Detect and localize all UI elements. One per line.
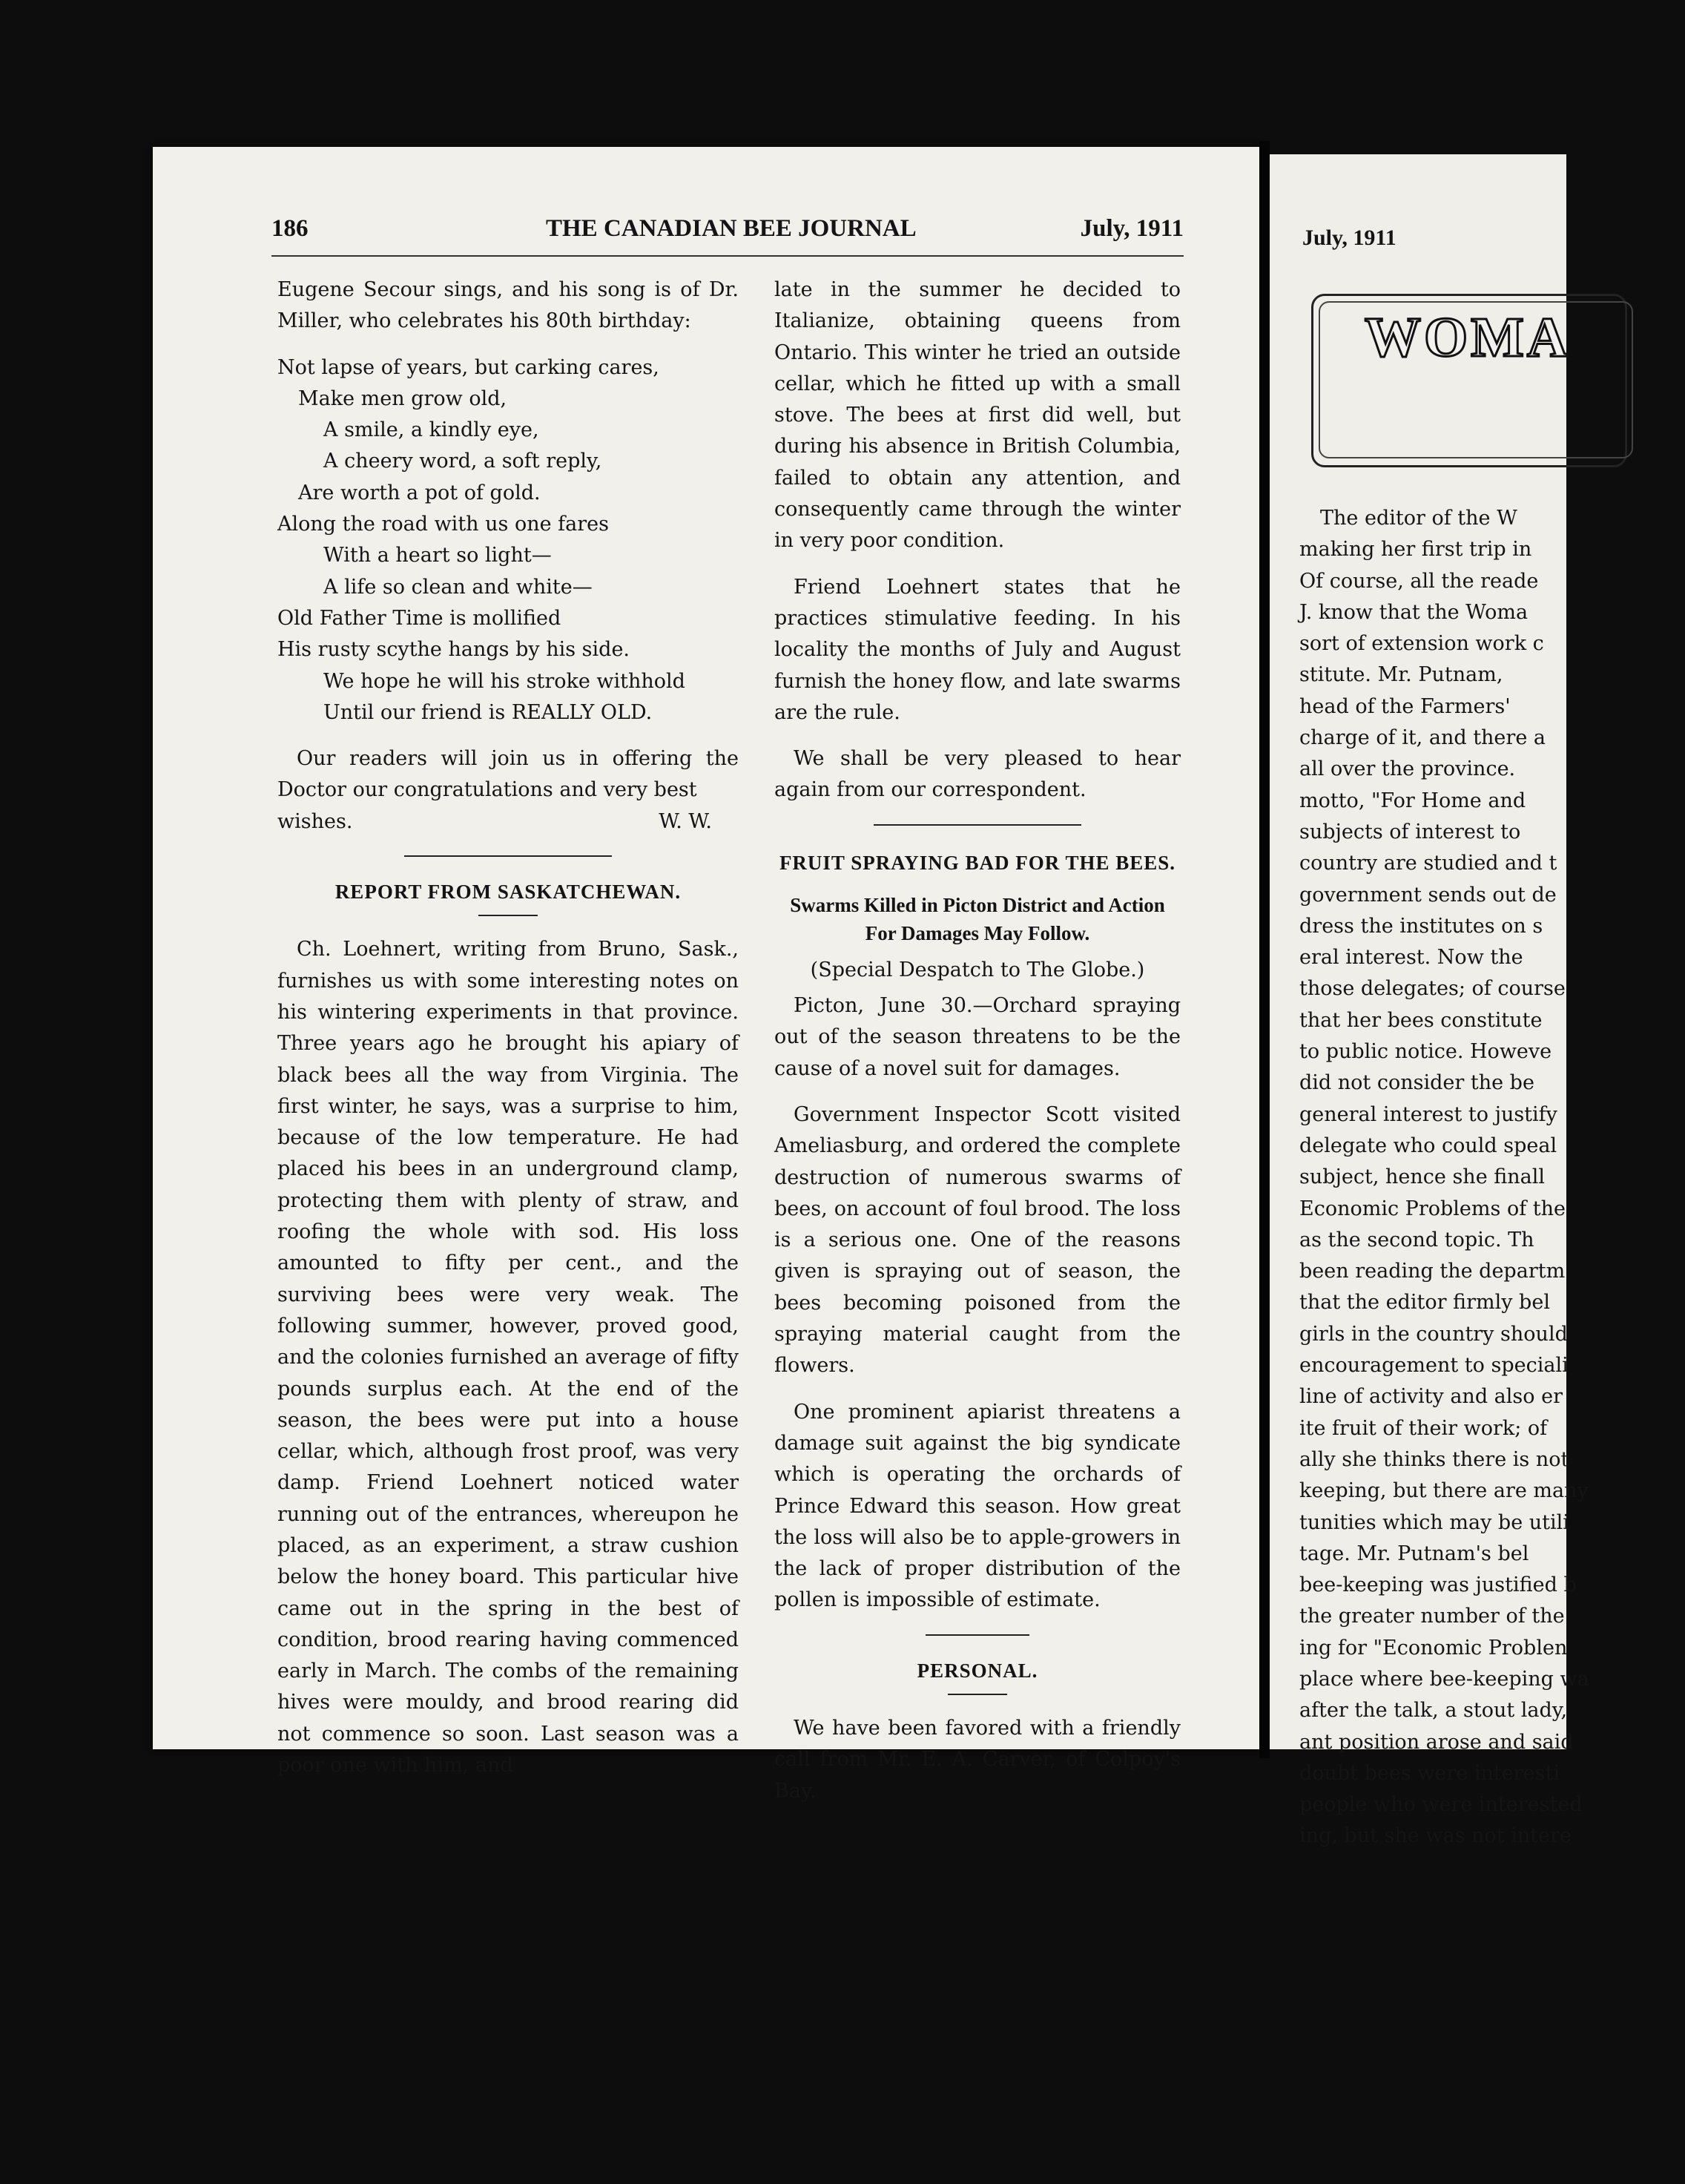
report-heading: REPORT FROM SASKATCHEWAN. [334, 881, 682, 904]
poem-line: Along the road with us one fares [277, 513, 610, 536]
facing-line: subjects of interest to [1299, 820, 1521, 843]
facing-line: The editor of the W [1320, 507, 1517, 530]
section-separator [404, 855, 612, 857]
facing-line: country are studied and t [1299, 852, 1557, 875]
facing-line: tage. Mr. Putnam's bel [1299, 1542, 1529, 1565]
facing-line: dress the institutes on s [1299, 914, 1543, 938]
left-column [277, 274, 739, 1796]
facing-line: ant position arose and said [1299, 1730, 1574, 1754]
fruit-heading: FRUIT SPRAYING BAD FOR THE BEES. [779, 851, 1176, 874]
facing-line: after the talk, a stout lady, [1299, 1699, 1568, 1723]
facing-line: the greater number of the [1299, 1605, 1565, 1628]
picton-paragraph: Picton, June 30.—Orchard spraying out of the season threatens to be the cause of a novel suit for damages. [774, 994, 1181, 1080]
poem-line: Old Father Time is mollified [277, 606, 561, 630]
facing-line: delegate who could speal [1299, 1134, 1557, 1157]
closing-last-word: wishes. [277, 809, 353, 833]
poem-line: We hope he will his stroke withhold [323, 669, 685, 693]
facing-line: ally she thinks there is not [1299, 1447, 1569, 1471]
header-rule [271, 255, 1184, 257]
facing-line: head of the Farmers' [1299, 694, 1511, 718]
page-gutter [1259, 141, 1270, 1758]
report-paragraph: Ch. Loehnert, writing from Bruno, Sask., furnishes us with some interesting notes on his wintering experiments in that province. Three years ago he brought his apiary of black bees all the way from Virginia. The first winter, he says, was a surprise to him, because of the low temperature. He had placed his bees in an underground clamp, protecting them with plenty of straw, and roofing the whole with sod. His loss amounted to fifty per cent., and the surviving bees were very weak. The following summer, however, proved good, and the colonies furnished an average of fifty pounds surplus each. At the end of the season, the bees were put into a house cellar, which, although frost proof, was very damp. Friend Loehnert noticed water running out of the entrances, whereupon he placed, as an experiment, a straw cushion below the honey board. This particular hive came out in the spring in the best of condition, brood rearing having commenced early in March. The combs of the remaining hives were mouldy, and brood rearing did not commence so soon. Last season was a poor one with him, and [277, 938, 739, 1777]
right-column [774, 274, 1181, 1822]
inspector-paragraph: Government Inspector Scott visited Ameliasburg, and ordered the complete destruction of numerous swarms of bees, on account of foul brood. The loss is a serious one. One of the reasons given is spraying out of season, the bees becoming poisoned from the spraying material caught from the flowers. [774, 1102, 1181, 1378]
poem-line: A smile, a kindly eye, [323, 418, 539, 442]
closing-signature-line [277, 806, 739, 838]
fruit-subheading: Swarms Killed in Picton District and Action For Damages May Follow. [790, 893, 1165, 944]
facing-line: subject, hence she finall [1299, 1165, 1546, 1189]
birthday-poem [277, 352, 739, 729]
poem-line: A life so clean and white— [323, 575, 593, 599]
facing-line: ite fruit of their work; of [1299, 1416, 1548, 1440]
facing-line: Of course, all the reade [1299, 569, 1539, 593]
pleased-paragraph: We shall be very pleased to hear again from our correspondent. [774, 747, 1181, 802]
facing-line: ing, but she was not intere [1299, 1824, 1572, 1848]
poem-line: A cheery word, a soft reply, [323, 450, 602, 473]
facing-title: WOMA [1365, 306, 1571, 369]
poem-line: Make men grow old, [298, 387, 507, 410]
closing-paragraph: Our readers will join us in offering the Doctor our congratulations and very best [277, 747, 739, 802]
facing-line: to public notice. Howeve [1299, 1040, 1552, 1064]
facing-line: those delegates; of course [1299, 977, 1566, 1001]
poem-line: With a heart so light— [323, 544, 552, 568]
facing-line: bee-keeping was justified b [1299, 1573, 1577, 1597]
facing-header-date: July, 1911 [1302, 226, 1397, 250]
facing-line: Economic Problems of the [1299, 1197, 1566, 1220]
signature: W. W. [659, 809, 712, 833]
facing-line: J. know that the Woma [1299, 600, 1529, 624]
heading-underline [948, 1694, 1007, 1695]
report-continued: late in the summer he decided to Italianize, obtaining queens from Ontario. This winter he tried an outside cellar, which he fitted up with a small stove. The bees at first did well, but during his absence in British Columbia, failed to obtain any attention, and consequently came through the winter in very poor condition. [774, 278, 1181, 553]
facing-line: girls in the country should [1299, 1322, 1568, 1346]
facing-line: tunities which may be utili [1299, 1510, 1569, 1534]
facing-line: sort of extension work c [1299, 632, 1544, 656]
facing-line: line of activity and also er [1299, 1385, 1563, 1409]
poem-line: Not lapse of years, but carking cares, [277, 355, 659, 379]
facing-line: keeping, but there are many [1299, 1479, 1589, 1503]
apiarist-paragraph: One prominent apiarist threatens a damage suit against the big syndicate which is operating the orchards of Prince Edward this season. How great the loss will also be to apple-growers in the lack of proper distribution of the pollen is impossible of estimate. [774, 1400, 1181, 1612]
facing-line: people who were interested [1299, 1793, 1583, 1817]
page-number: 186 [271, 215, 309, 242]
personal-heading: PERSONAL. [917, 1659, 1038, 1682]
facing-line: all over the province. [1299, 757, 1516, 781]
intro-paragraph: Eugene Secour sings, and his song is of Dr. Miller, who celebrates his 80th birthday: [277, 278, 739, 333]
facing-line: making her first trip in [1299, 538, 1532, 562]
section-separator [874, 824, 1081, 826]
facing-line: did not consider the be [1299, 1071, 1534, 1095]
dispatch-line: (Special Despatch to The Globe.) [810, 958, 1145, 981]
personal-paragraph: We have been favored with a friendly call from Mr. E. A. Carver, of Colpoy's Bay. [774, 1716, 1181, 1803]
poem-line: Until our friend is REALLY OLD. [323, 700, 653, 724]
journal-page [153, 147, 1259, 1803]
facing-text [1299, 503, 1685, 1852]
facing-line: motto, "For Home and [1299, 789, 1526, 812]
section-separator [926, 1634, 1029, 1636]
facing-line: ing for "Economic Problen [1299, 1636, 1568, 1660]
facing-line: general interest to justify [1299, 1102, 1557, 1126]
facing-line: been reading the departm [1299, 1260, 1566, 1283]
facing-line: eral interest. Now the [1299, 946, 1523, 970]
poem-line: Are worth a pot of gold. [298, 481, 541, 504]
facing-line: charge of it, and there a [1299, 726, 1546, 750]
journal-title: THE CANADIAN BEE JOURNAL [546, 215, 917, 242]
facing-line: place where bee-keeping wa [1299, 1667, 1589, 1691]
poem-line: His rusty scythe hangs by his side. [277, 638, 630, 662]
facing-line: encouragement to speciali [1299, 1354, 1569, 1378]
heading-underline [478, 915, 538, 916]
facing-line: as the second topic. Th [1299, 1228, 1534, 1251]
feeding-paragraph: Friend Loehnert states that he practices stimulative feeding. In his locality the months of July and August furnish the honey flow, and late swarms are the rule. [774, 575, 1181, 724]
facing-line: that the editor firmly bel [1299, 1291, 1550, 1315]
facing-line: that her bees constitute [1299, 1008, 1543, 1032]
facing-line: doubt bees were interesti [1299, 1761, 1560, 1785]
facing-line: government sends out de [1299, 883, 1557, 907]
header-date: July, 1911 [1080, 215, 1184, 242]
facing-page [1270, 154, 1589, 1848]
page-header [271, 215, 1184, 251]
facing-line: stitute. Mr. Putnam, [1299, 663, 1503, 687]
